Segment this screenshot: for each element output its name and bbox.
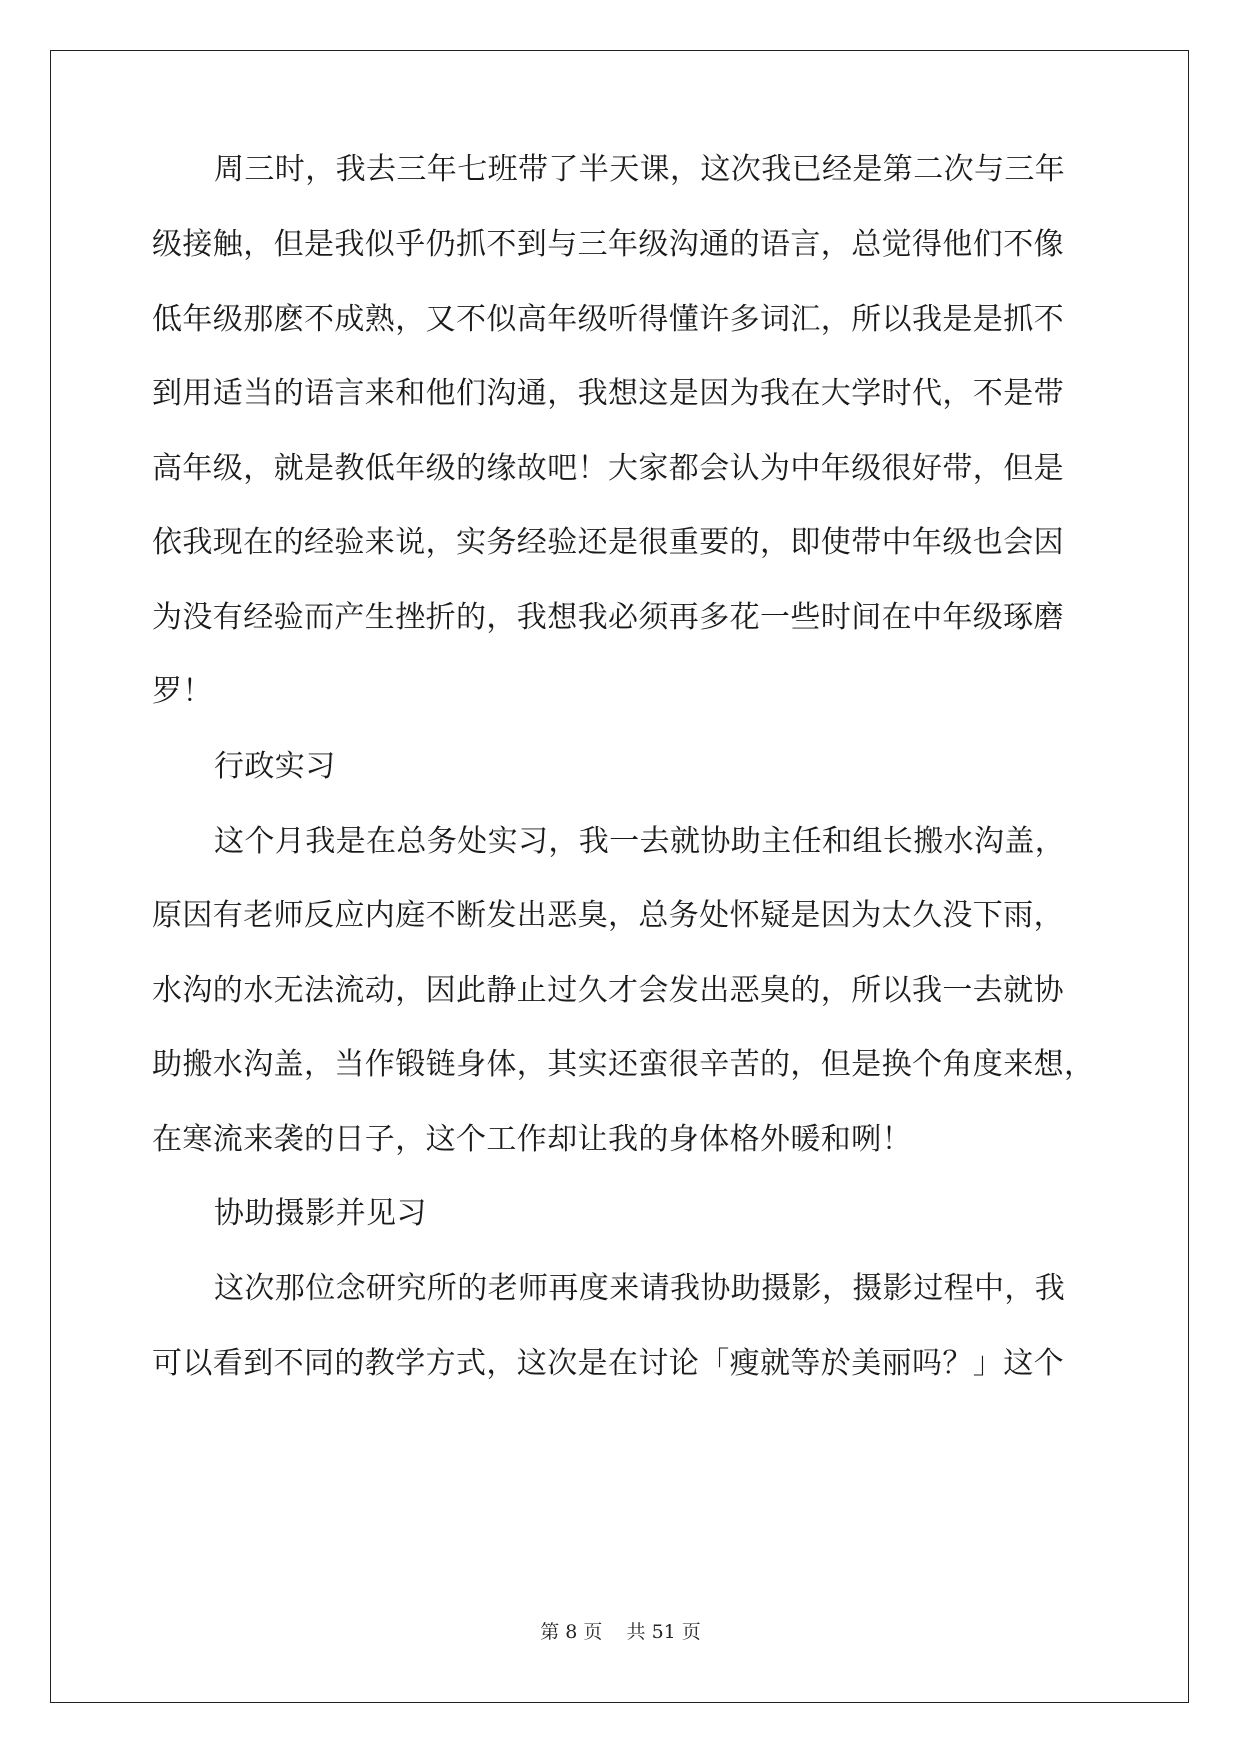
text-line-6: 依我现在的经验来说，实务经验还是很重要的，即使带中年级也会因 — [152, 525, 1064, 560]
text-line-8: 罗！ — [152, 674, 213, 709]
text-line-2: 级接触，但是我似乎仍抓不到与三年级沟通的语言，总觉得他们不像 — [152, 227, 1064, 262]
text-line-11: 原因有老师反应内庭不断发出恶臭，总务处怀疑是因为太久没下雨， — [152, 898, 1064, 933]
text-line-14: 在寒流来袭的日子，这个工作却让我的身体格外暖和咧！ — [152, 1122, 912, 1157]
text-line-5: 高年级，就是教低年级的缘故吧！大家都会认为中年级很好带，但是 — [152, 451, 1064, 486]
text-line-7: 为没有经验而产生挫折的，我想我必须再多花一些时间在中年级琢磨 — [152, 600, 1064, 635]
text-line-12: 水沟的水无法流动，因此静止过久才会发出恶臭的，所以我一去就协 — [152, 973, 1064, 1008]
text-line-4: 到用适当的语言来和他们沟通，我想这是因为我在大学时代，不是带 — [152, 376, 1064, 411]
text-line-1: 周三时，我去三年七班带了半天课，这次我已经是第二次与三年 — [214, 152, 1066, 187]
text-line-17: 可以看到不同的教学方式，这次是在讨论「瘦就等於美丽吗？」这个 — [152, 1346, 1064, 1381]
text-line-16: 这次那位念研究所的老师再度来请我协助摄影，摄影过程中，我 — [214, 1271, 1066, 1306]
text-line-13: 助搬水沟盖，当作锻链身体，其实还蛮很辛苦的，但是换个角度来想， — [152, 1047, 1095, 1082]
section-heading-administrative-internship: 行政实习 — [214, 749, 336, 784]
page-number-footer: 第 8 页 共 51 页 — [540, 1621, 701, 1643]
text-line-3: 低年级那麽不成熟，又不似高年级听得懂许多词汇，所以我是是抓不 — [152, 302, 1064, 337]
section-heading-photography-assist: 协助摄影并见习 — [214, 1196, 427, 1231]
text-line-10: 这个月我是在总务处实习，我一去就协助主任和组长搬水沟盖， — [214, 824, 1066, 859]
page-border — [50, 50, 1189, 1703]
